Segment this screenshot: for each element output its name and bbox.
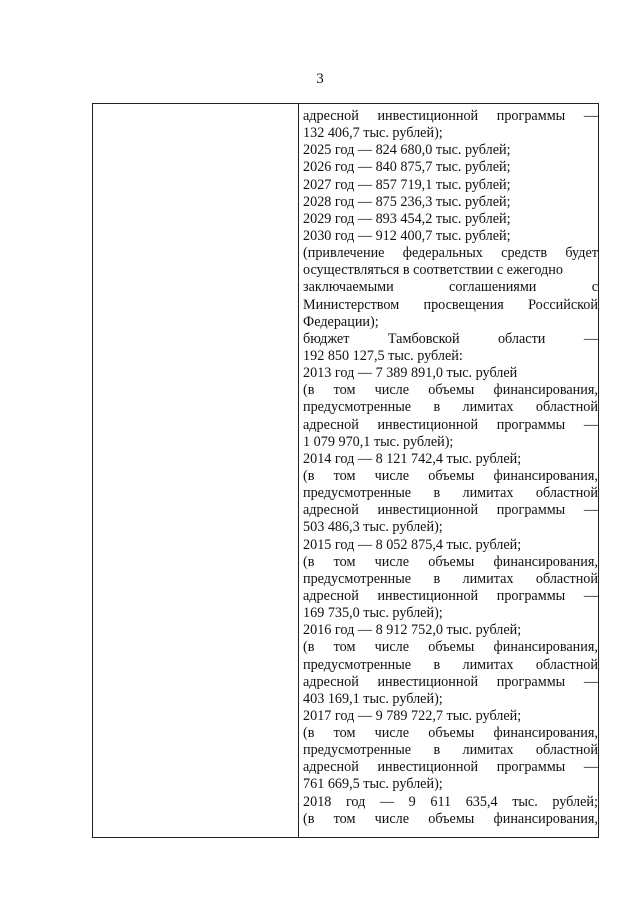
- text-word: 2018: [303, 793, 332, 810]
- text-word: адресной: [303, 759, 359, 776]
- text-word: инвестиционной: [377, 759, 479, 776]
- text-line: [303, 331, 598, 348]
- text-line: [303, 485, 598, 502]
- text-word: заключаемыми: [303, 279, 394, 296]
- text-line: 2013 год — 7 389 891,0 тыс. рублей: [303, 365, 518, 382]
- text-word: области: [497, 330, 546, 347]
- text-line: [303, 742, 598, 759]
- text-word: программы: [496, 108, 566, 124]
- text-word: с: [591, 279, 598, 296]
- text-line: 2025 год — 824 680,0 тыс. рублей;: [303, 142, 511, 159]
- text-word: федеральных: [402, 245, 483, 262]
- text-word: в: [433, 656, 441, 673]
- text-line: 2029 год — 893 454,2 тыс. рублей;: [303, 210, 511, 227]
- text-word: инвестиционной: [377, 587, 479, 604]
- text-line: [303, 502, 598, 519]
- text-word: в: [433, 485, 441, 502]
- text-line: [303, 657, 598, 674]
- text-word: том: [333, 810, 356, 827]
- text-word: Тамбовской: [387, 330, 460, 347]
- text-word: финансирования,: [493, 725, 598, 742]
- text-word: областной: [535, 570, 598, 587]
- text-line: 132 406,7 тыс. рублей);: [303, 125, 443, 142]
- text-word: год: [345, 793, 366, 810]
- text-word: 9: [408, 793, 416, 810]
- text-word: числе: [374, 382, 410, 399]
- text-line: 2030 год — 912 400,7 тыс. рублей;: [303, 227, 511, 244]
- text-word: числе: [374, 553, 410, 570]
- text-line: осуществляться в соответствии с ежегодно: [303, 262, 563, 279]
- text-word: —: [379, 793, 395, 810]
- text-line: [303, 297, 598, 314]
- text-line: [303, 811, 598, 828]
- text-word: предусмотренные: [303, 485, 412, 502]
- text-word: адресной: [303, 416, 359, 433]
- text-word: просвещения: [423, 296, 504, 313]
- text-word: том: [333, 725, 356, 742]
- text-word: областной: [535, 485, 598, 502]
- text-word: финансирования,: [493, 467, 598, 484]
- text-word: (в: [303, 639, 315, 656]
- text-line: [303, 382, 598, 399]
- text-word: (в: [303, 725, 315, 742]
- text-word: Министерством: [303, 296, 400, 313]
- text-word: числе: [374, 725, 410, 742]
- text-line: 2017 год — 9 789 722,7 тыс. рублей;: [303, 707, 522, 724]
- text-word: 611: [430, 793, 452, 810]
- text-line: 503 486,3 тыс. рублей);: [303, 519, 443, 536]
- text-word: числе: [374, 639, 410, 656]
- text-word: адресной: [303, 587, 359, 604]
- text-line: [303, 639, 598, 656]
- text-word: в: [433, 570, 441, 587]
- text-word: инвестиционной: [377, 673, 479, 690]
- text-word: —: [583, 330, 598, 347]
- text-word: том: [333, 467, 356, 484]
- text-word: соглашениями: [449, 279, 537, 296]
- text-word: финансирования,: [493, 553, 598, 570]
- text-word: 635,4: [465, 793, 498, 810]
- text-word: том: [333, 553, 356, 570]
- text-word: числе: [374, 810, 410, 827]
- table-right-cell: [298, 104, 598, 837]
- page-number: 3: [316, 71, 324, 87]
- text-word: (в: [303, 382, 315, 399]
- text-word: инвестиционной: [377, 108, 479, 124]
- text-line: 2028 год — 875 236,3 тыс. рублей;: [303, 193, 511, 210]
- text-word: рублей;: [552, 793, 598, 810]
- text-line: [303, 279, 598, 296]
- text-word: тыс.: [512, 793, 538, 810]
- text-word: программы: [496, 416, 566, 433]
- text-word: финансирования,: [493, 382, 598, 399]
- text-word: предусмотренные: [303, 399, 412, 416]
- text-line: 2015 год — 8 052 875,4 тыс. рублей;: [303, 536, 522, 553]
- text-word: числе: [374, 467, 410, 484]
- text-line: [303, 588, 598, 605]
- text-word: финансирования,: [493, 639, 598, 656]
- text-word: инвестиционной: [377, 416, 479, 433]
- table-left-cell: [93, 104, 297, 837]
- text-word: областной: [535, 742, 598, 759]
- text-line: 1 079 970,1 тыс. рублей);: [303, 433, 454, 450]
- text-line: [303, 554, 598, 571]
- text-word: областной: [535, 399, 598, 416]
- text-line: [303, 725, 598, 742]
- text-line: [303, 674, 598, 691]
- text-word: объемы: [428, 725, 475, 742]
- text-line: 2016 год — 8 912 752,0 тыс. рублей;: [303, 622, 522, 639]
- text-word: инвестиционной: [377, 502, 479, 519]
- document-table: [92, 103, 599, 838]
- text-word: адресной: [303, 673, 359, 690]
- text-line: [303, 759, 598, 776]
- text-line: 2027 год — 857 719,1 тыс. рублей;: [303, 176, 511, 193]
- text-word: предусмотренные: [303, 656, 412, 673]
- text-line: [303, 399, 598, 416]
- text-line: [303, 245, 598, 262]
- text-word: (в: [303, 553, 315, 570]
- text-word: объемы: [428, 810, 475, 827]
- text-word: объемы: [428, 467, 475, 484]
- text-word: лимитах: [462, 485, 514, 502]
- text-word: будет: [565, 245, 598, 262]
- text-word: финансирования,: [493, 810, 598, 827]
- text-word: —: [583, 502, 598, 519]
- text-word: в: [433, 399, 441, 416]
- text-word: Российской: [528, 296, 598, 313]
- text-word: лимитах: [462, 399, 514, 416]
- text-word: объемы: [428, 553, 475, 570]
- text-word: предусмотренные: [303, 570, 412, 587]
- text-line: 403 169,1 тыс. рублей);: [303, 690, 443, 707]
- text-word: (привлечение: [303, 245, 385, 262]
- text-word: в: [433, 742, 441, 759]
- text-word: бюджет: [303, 330, 350, 347]
- text-word: (в: [303, 467, 315, 484]
- text-word: адресной: [303, 108, 359, 124]
- text-word: —: [583, 587, 598, 604]
- text-word: объемы: [428, 382, 475, 399]
- text-word: том: [333, 382, 356, 399]
- text-line: [303, 417, 598, 434]
- text-line: 169 735,0 тыс. рублей);: [303, 605, 443, 622]
- text-word: адресной: [303, 502, 359, 519]
- text-word: —: [583, 673, 598, 690]
- text-word: программы: [496, 759, 566, 776]
- text-word: —: [583, 108, 598, 124]
- text-word: —: [583, 759, 598, 776]
- text-word: предусмотренные: [303, 742, 412, 759]
- text-line: 2014 год — 8 121 742,4 тыс. рублей;: [303, 450, 522, 467]
- text-line: Федерации);: [303, 313, 379, 330]
- text-word: лимитах: [462, 742, 514, 759]
- text-word: средств: [501, 245, 548, 262]
- text-word: (в: [303, 810, 315, 827]
- text-word: объемы: [428, 639, 475, 656]
- text-word: том: [333, 639, 356, 656]
- text-line: 2026 год — 840 875,7 тыс. рублей;: [303, 159, 511, 176]
- text-word: лимитах: [462, 656, 514, 673]
- text-word: —: [583, 416, 598, 433]
- text-line: [303, 108, 598, 125]
- text-line: [303, 571, 598, 588]
- text-line: [303, 794, 598, 811]
- text-word: лимитах: [462, 570, 514, 587]
- text-word: программы: [496, 673, 566, 690]
- text-line: 192 850 127,5 тыс. рублей:: [303, 347, 463, 364]
- text-line: [303, 468, 598, 485]
- text-word: программы: [496, 502, 566, 519]
- text-word: программы: [496, 587, 566, 604]
- text-word: областной: [535, 656, 598, 673]
- text-line: 761 669,5 тыс. рублей);: [303, 776, 443, 793]
